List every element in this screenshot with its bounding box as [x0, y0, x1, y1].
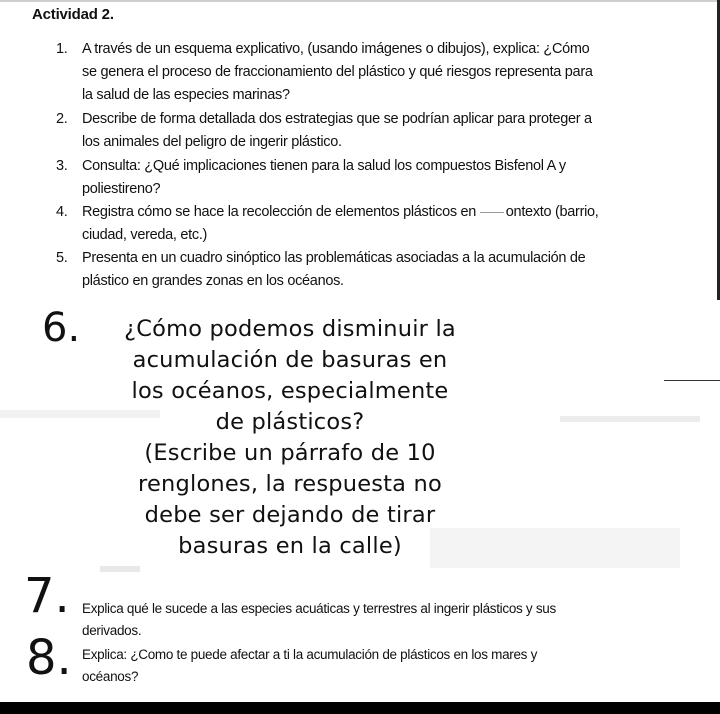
question-text-line: A través de un esquema explicativo, (usando imágenes o dibujos), explica: ¿Cómo: [82, 41, 590, 57]
question-2: [56, 108, 646, 154]
question-text-fragment: ontexto (barrio,: [505, 204, 599, 220]
question-6-number: 6.: [42, 305, 81, 351]
paper-edge-line: [664, 380, 720, 381]
question-number: 4.: [56, 204, 68, 220]
question-6-line: (Escribe un párrafo de 10: [144, 440, 436, 466]
top-border: [0, 0, 720, 2]
activity-title: Actividad 2.: [32, 6, 114, 23]
bottom-border: [0, 702, 720, 714]
question-text-line: Explica: ¿Como te puede afectar a ti la acumulación de plásticos en los mares y: [82, 647, 538, 662]
question-text-line: derivados.: [82, 623, 142, 638]
question-6-line: renglones, la respuesta no: [138, 471, 442, 497]
question-text-line: plástico en grandes zonas en los océanos.: [82, 273, 344, 289]
question-number: 2.: [56, 111, 68, 127]
question-5: [56, 247, 646, 293]
question-number: 1.: [56, 41, 68, 57]
question-text-line: poliestireno?: [82, 181, 161, 197]
question-text-fragment: Registra cómo se hace la recolección de elementos plásticos en: [82, 204, 480, 220]
question-8: [82, 644, 642, 688]
question-text-line: se genera el proceso de fraccionamiento del plástico y qué riesgos representa para: [82, 64, 593, 80]
question-number: 5.: [56, 250, 68, 266]
question-text-line: Describe de forma detallada dos estrategias que se podrían aplicar para proteger a: [82, 111, 592, 127]
question-6: [110, 314, 470, 562]
question-7: [82, 598, 642, 642]
question-text-line: la salud de las especies marinas?: [82, 87, 290, 103]
question-8-number: 8.: [26, 630, 72, 686]
question-text-line: Explica qué le sucede a las especies acuáticas y terrestres al ingerir plásticos y sus: [82, 601, 556, 616]
question-6-line: de plásticos?: [215, 409, 365, 435]
question-number: 3.: [56, 158, 68, 174]
question-6-line: basuras en la calle): [178, 533, 402, 559]
question-6-line: los océanos, especialmente: [131, 378, 449, 404]
torn-gap: [480, 212, 504, 213]
question-text-line: Consulta: ¿Qué implicaciones tienen para la salud los compuestos Bisfenol A y: [82, 158, 566, 174]
question-text-line: Presenta en un cuadro sinóptico las problemáticas asociadas a la acumulación de: [82, 250, 586, 266]
question-text-line: océanos?: [82, 669, 139, 684]
question-3: [56, 155, 646, 201]
question-4: [56, 201, 646, 247]
question-6-line: acumulación de basuras en: [132, 347, 448, 373]
question-1: [56, 38, 646, 107]
question-text-line: los animales del peligro de ingerir plástico.: [82, 134, 342, 150]
paper-smudge: [100, 566, 140, 572]
question-6-line: ¿Cómo podemos disminuir la: [124, 316, 456, 342]
question-6-line: debe ser dejando de tirar: [144, 502, 436, 528]
paper-smudge: [560, 416, 700, 422]
question-7-number: 7.: [24, 568, 70, 624]
question-text-line: ciudad, vereda, etc.): [82, 227, 208, 243]
